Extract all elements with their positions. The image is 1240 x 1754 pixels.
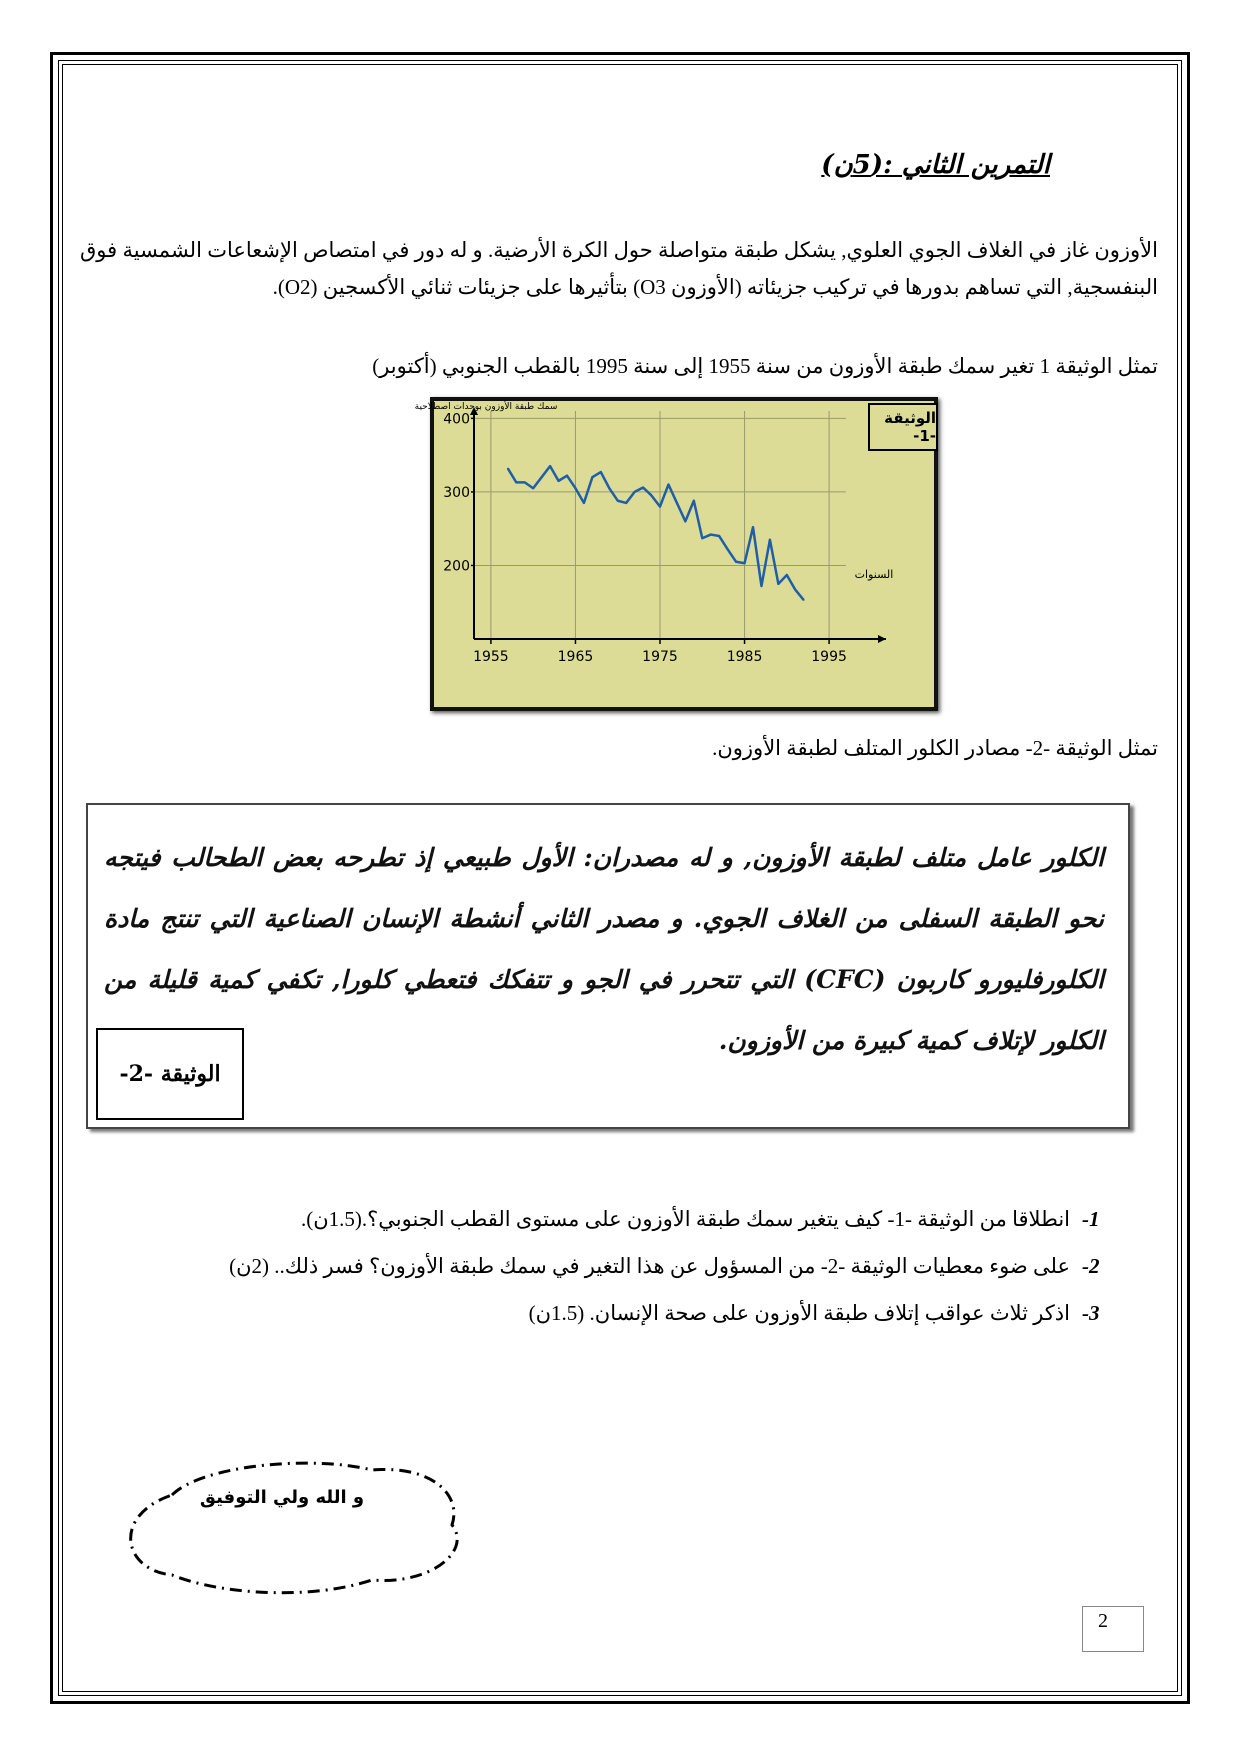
x-tick-label: 1985 xyxy=(726,649,763,665)
question-text: على ضوء معطيات الوثيقة -2- من المسؤول عن هذا التغير في سمك طبقة الأوزون؟ فسر ذلك.. (2ن) xyxy=(229,1254,1070,1278)
chart-xlabel: السنوات xyxy=(854,568,894,581)
data-point xyxy=(727,548,729,550)
data-point xyxy=(532,487,534,489)
ozone-chart xyxy=(414,397,938,711)
data-point xyxy=(668,484,670,486)
data-point xyxy=(685,521,687,523)
chart-svg xyxy=(414,401,934,707)
question-text: انطلاقا من الوثيقة -1- كيف يتغير سمك طبقة الأوزون على مستوى القطب الجنوبي؟.(1.5ن). xyxy=(300,1207,1070,1231)
question-item xyxy=(80,1243,1120,1290)
doc1-caption: تمثل الوثيقة 1 تغير سمك طبقة الأوزون من سنة 1955 إلى سنة 1995 بالقطب الجنوبي (أكتوبر) xyxy=(372,354,1158,378)
question-number: 2- xyxy=(1082,1254,1100,1278)
y-tick-label: 200 xyxy=(443,558,470,575)
data-point xyxy=(659,506,661,508)
data-point xyxy=(701,537,703,539)
data-point xyxy=(566,475,568,477)
data-point xyxy=(583,502,585,504)
data-point xyxy=(744,562,746,564)
question-item xyxy=(80,1196,1120,1243)
data-point xyxy=(617,500,619,502)
data-point xyxy=(549,465,551,467)
data-point xyxy=(778,583,780,585)
x-tick-label: 1965 xyxy=(557,649,594,665)
data-point xyxy=(634,491,636,493)
data-point xyxy=(676,502,678,504)
data-point xyxy=(507,468,509,470)
questions-list xyxy=(80,1196,1120,1337)
data-point xyxy=(600,471,602,473)
data-point xyxy=(693,500,695,502)
data-point xyxy=(786,574,788,576)
data-point xyxy=(761,585,763,587)
x-tick-label: 1955 xyxy=(473,649,509,665)
cloud-decoration xyxy=(112,1455,472,1600)
data-point xyxy=(735,561,737,563)
data-point xyxy=(625,502,627,504)
data-point xyxy=(642,487,644,489)
data-point xyxy=(769,539,771,541)
doc2-text: الكلور عامل متلف لطبقة الأوزون, و له مصدران: الأول طبيعي إذ تطرحه بعض الطحالب فيتجه نحو الطبقة السفلى من الغلاف الجوي. و مصدر الثاني أنشطة الإنسان الصناعية التي تنتج مادة الكلورفليورو كاربون (CFC) التي تتحرر في الجو و تتفكك فتعطي كلورا, تكفي كمية قليلة من الكلور لإتلاف كمية كبيرة من الأوزون. xyxy=(104,843,1104,1055)
chart-ylabel: سمك طبقة الأوزون بوحدات اصطلاحية xyxy=(414,402,558,412)
data-point xyxy=(794,589,796,591)
data-point xyxy=(558,480,560,482)
page-number: 2 xyxy=(1098,1610,1108,1632)
data-point xyxy=(710,534,712,536)
doc2-label: الوثيقة -2- xyxy=(96,1028,244,1120)
data-point xyxy=(515,482,517,484)
intro-paragraph: الأوزون غاز في الغلاف الجوي العلوي, يشكل طبقة متواصلة حول الكرة الأرضية. و له دور في امتصاص الإشعاعات الشمسية فوق البنفسجية, التي تساهم بدورها في تركيب جزيئاته (الأوزون O3) بتأثيرها على جزيئات ثنائي الأكسجين (O2). xyxy=(80,238,1158,299)
page-number-box xyxy=(1082,1606,1144,1652)
doc2-caption: تمثل الوثيقة -2- مصادر الكلور المتلف لطبقة الأوزون. xyxy=(712,736,1158,760)
ozone-series-line xyxy=(508,466,804,600)
data-point xyxy=(718,535,720,537)
question-number: 1- xyxy=(1082,1207,1100,1231)
x-tick-label: 1995 xyxy=(811,649,847,665)
closing-text: و الله ولي التوفيق xyxy=(199,1487,365,1508)
data-point xyxy=(803,599,805,601)
question-number: 3- xyxy=(1082,1301,1100,1325)
exercise-title: التمرين الثاني :(5ن) xyxy=(821,150,1050,180)
x-axis-arrow xyxy=(878,635,886,643)
data-point xyxy=(541,476,543,478)
question-text: اذكر ثلاث عواقب إتلاف طبقة الأوزون على صحة الإنسان. (1.5ن) xyxy=(528,1301,1070,1325)
data-point xyxy=(524,482,526,484)
data-point xyxy=(608,487,610,489)
question-item xyxy=(80,1290,1120,1337)
data-point xyxy=(592,476,594,478)
data-point xyxy=(651,495,653,497)
doc1-label: الوثيقة -1- xyxy=(868,403,938,451)
data-point xyxy=(752,526,754,528)
doc2-box xyxy=(86,803,1130,1129)
x-tick-label: 1975 xyxy=(642,649,678,665)
y-tick-label: 300 xyxy=(443,484,470,501)
y-tick-label: 400 xyxy=(443,411,470,428)
data-point xyxy=(575,487,577,489)
